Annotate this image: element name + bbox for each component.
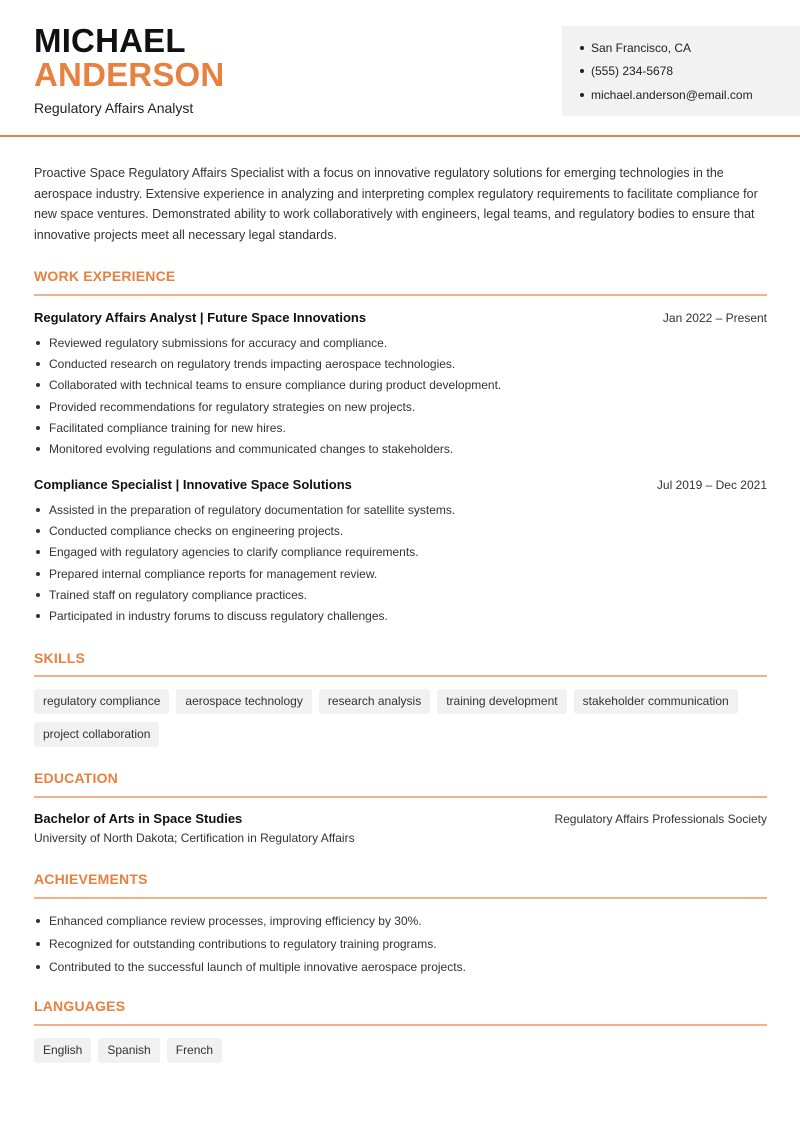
language-tag: English bbox=[34, 1038, 91, 1063]
last-name: ANDERSON bbox=[34, 56, 225, 93]
section-divider bbox=[34, 1024, 767, 1026]
bullet-text: Conducted compliance checks on engineering projects. bbox=[49, 523, 344, 538]
section-divider bbox=[34, 675, 767, 677]
achievement-text: Recognized for outstanding contributions to regulatory training programs. bbox=[49, 936, 437, 951]
achievement-text: Contributed to the successful launch of multiple innovative aerospace projects. bbox=[49, 959, 466, 974]
first-name: MICHAEL bbox=[34, 22, 186, 59]
list-item bbox=[34, 584, 767, 605]
section-title-achievements: ACHIEVEMENTS bbox=[34, 871, 148, 887]
skill-tag: regulatory compliance bbox=[34, 689, 169, 714]
job-header bbox=[34, 477, 767, 492]
list-item bbox=[34, 438, 767, 459]
achievements-list bbox=[34, 909, 767, 978]
location-text: San Francisco, CA bbox=[591, 40, 692, 55]
contact-box bbox=[562, 26, 800, 116]
bullet-text: Facilitated compliance training for new hires. bbox=[49, 420, 286, 435]
skill-tag: aerospace technology bbox=[176, 689, 311, 714]
skill-tag: stakeholder communication bbox=[574, 689, 738, 714]
phone-text: (555) 234-5678 bbox=[591, 64, 674, 79]
education-row bbox=[34, 811, 767, 826]
job-role: Compliance Specialist | Innovative Space Solutions bbox=[34, 477, 352, 492]
bullet-text: Reviewed regulatory submissions for accuracy and compliance. bbox=[49, 335, 388, 350]
contact-location bbox=[580, 36, 800, 60]
bullet-icon bbox=[36, 341, 40, 345]
email-text: michael.anderson@email.com bbox=[591, 87, 753, 102]
skills-tags bbox=[34, 689, 774, 747]
list-item bbox=[34, 375, 767, 396]
bullet-icon bbox=[36, 614, 40, 618]
job-bullet-list bbox=[34, 499, 767, 627]
section-title-work: WORK EXPERIENCE bbox=[34, 268, 176, 284]
bullet-icon bbox=[36, 572, 40, 576]
bullet-icon bbox=[36, 593, 40, 597]
list-item bbox=[34, 563, 767, 584]
bullet-text: Trained staff on regulatory compliance practices. bbox=[49, 587, 308, 602]
job-title: Regulatory Affairs Analyst bbox=[34, 100, 194, 116]
bullet-icon bbox=[36, 942, 40, 946]
list-item bbox=[34, 417, 767, 438]
list-item bbox=[34, 605, 767, 626]
summary-paragraph: Proactive Space Regulatory Affairs Specialist with a focus on innovative regulatory solutions for emerging technologies in the aerospace industry. Extensive experience in analyzing and interpreting complex regulatory requirements to facilitate compliance for new space ventures. Demonstrated ability to work collaboratively with engineers, legal teams, and regulatory bodies to ensure that innovative projects meet all necessary legal standards. bbox=[34, 166, 758, 242]
section-divider bbox=[34, 897, 767, 899]
bullet-text: Assisted in the preparation of regulatory documentation for satellite systems. bbox=[49, 502, 456, 517]
bullet-icon bbox=[580, 93, 584, 97]
bullet-text: Provided recommendations for regulatory strategies on new projects. bbox=[49, 399, 416, 414]
bullet-icon bbox=[580, 69, 584, 73]
bullet-icon bbox=[580, 46, 584, 50]
list-item bbox=[34, 499, 767, 520]
bullet-icon bbox=[36, 550, 40, 554]
bullet-text: Conducted research on regulatory trends impacting aerospace technologies. bbox=[49, 356, 456, 371]
skill-tag: training development bbox=[437, 689, 566, 714]
job-header bbox=[34, 310, 767, 325]
bullet-text: Monitored evolving regulations and communicated changes to stakeholders. bbox=[49, 442, 454, 457]
contact-phone bbox=[580, 60, 800, 84]
bullet-text: Collaborated with technical teams to ensure compliance during product development. bbox=[49, 378, 502, 393]
list-item bbox=[34, 542, 767, 563]
bullet-icon bbox=[36, 426, 40, 430]
job-bullet-list bbox=[34, 332, 767, 460]
section-title-skills: SKILLS bbox=[34, 650, 85, 666]
contact-email bbox=[580, 83, 800, 107]
skill-tag: research analysis bbox=[319, 689, 430, 714]
section-divider bbox=[34, 796, 767, 798]
achievement-text: Enhanced compliance review processes, improving efficiency by 30%. bbox=[49, 913, 422, 928]
education-school: University of North Dakota; Certification in Regulatory Affairs bbox=[34, 831, 355, 845]
bullet-icon bbox=[36, 965, 40, 969]
job-dates: Jan 2022 – Present bbox=[662, 311, 767, 325]
list-item bbox=[34, 396, 767, 417]
skill-tag: project collaboration bbox=[34, 722, 159, 747]
bullet-icon bbox=[36, 405, 40, 409]
list-item bbox=[34, 932, 767, 955]
bullet-icon bbox=[36, 529, 40, 533]
language-tag: Spanish bbox=[98, 1038, 159, 1063]
bullet-icon bbox=[36, 447, 40, 451]
bullet-icon bbox=[36, 508, 40, 512]
list-item bbox=[34, 909, 767, 932]
bullet-icon bbox=[36, 383, 40, 387]
list-item bbox=[34, 353, 767, 374]
education-degree: Bachelor of Arts in Space Studies bbox=[34, 811, 243, 826]
education-organization: Regulatory Affairs Professionals Society bbox=[554, 812, 767, 826]
bullet-text: Prepared internal compliance reports for management review. bbox=[49, 566, 378, 581]
job-role: Regulatory Affairs Analyst | Future Space Innovations bbox=[34, 310, 367, 325]
list-item bbox=[34, 332, 767, 353]
resume-header bbox=[0, 0, 800, 137]
bullet-icon bbox=[36, 919, 40, 923]
language-tags bbox=[34, 1038, 774, 1063]
list-item bbox=[34, 955, 767, 978]
section-divider bbox=[34, 294, 767, 296]
language-tag: French bbox=[167, 1038, 222, 1063]
job-dates: Jul 2019 – Dec 2021 bbox=[656, 478, 767, 492]
bullet-text: Engaged with regulatory agencies to clarify compliance requirements. bbox=[49, 545, 419, 560]
section-title-languages: LANGUAGES bbox=[34, 998, 126, 1014]
bullet-icon bbox=[36, 362, 40, 366]
list-item bbox=[34, 520, 767, 541]
bullet-text: Participated in industry forums to discuss regulatory challenges. bbox=[49, 609, 388, 624]
section-title-education: EDUCATION bbox=[34, 770, 118, 786]
